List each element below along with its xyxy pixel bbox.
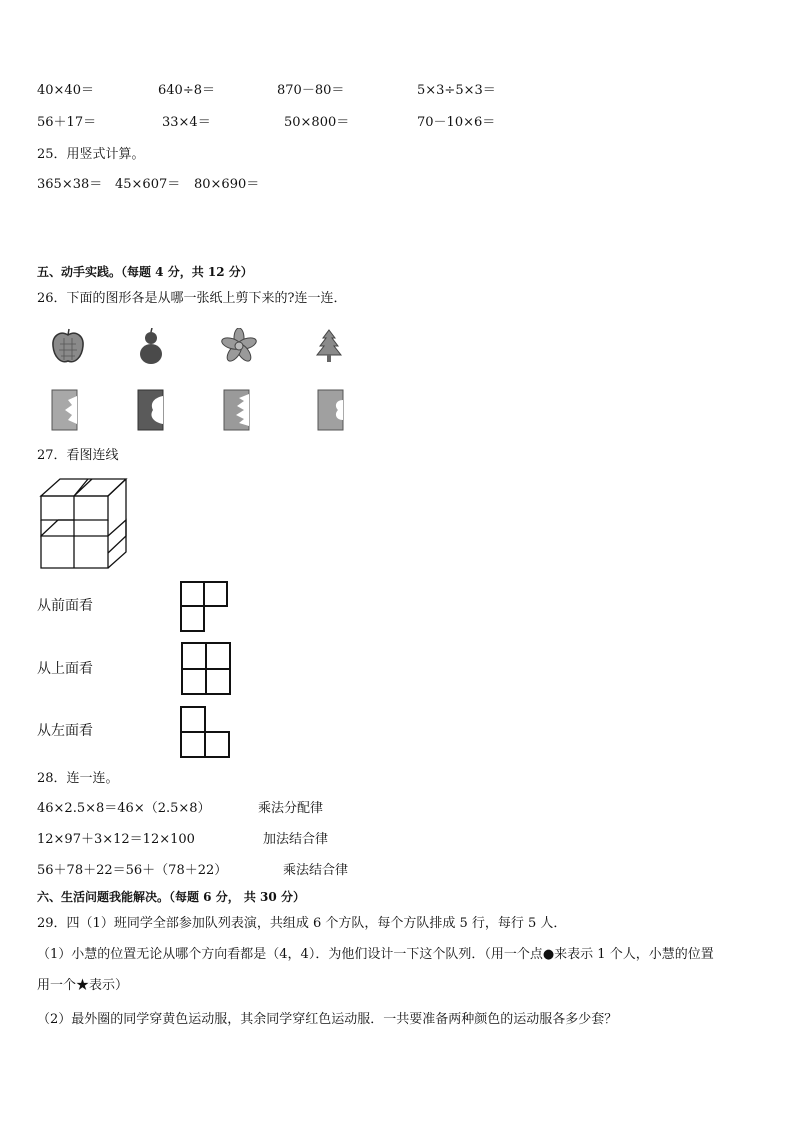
q25-title: 25．用竖式计算。 <box>37 147 145 162</box>
left-view-figure <box>178 705 232 759</box>
tree-icon <box>314 328 344 364</box>
q28-law-1: 乘法分配律 <box>258 801 324 816</box>
q28-expr-2: 12×97＋3×12＝12×100 <box>37 832 195 847</box>
calc-1-4: 5×3÷5×3＝ <box>417 83 496 98</box>
q25-item-3: 80×690＝ <box>194 177 260 192</box>
gourd-icon <box>136 328 166 366</box>
paper-cut-3 <box>222 388 252 432</box>
q29-part2: （2）最外圈的同学穿黄色运动服，其余同学穿红色运动服．一共要准备两种颜色的运动服各多少套？ <box>37 1012 618 1027</box>
calc-2-1: 56＋17＝ <box>37 115 97 130</box>
q28-title: 28．连一连。 <box>37 771 119 786</box>
flower-icon <box>220 328 258 364</box>
paper-cut-1 <box>50 388 80 432</box>
q28-expr-1: 46×2.5×8＝46×（2.5×8） <box>37 801 211 816</box>
q25-item-2: 45×607＝ <box>115 177 181 192</box>
cube-figure <box>38 476 134 574</box>
q25-item-1: 365×38＝ <box>37 177 103 192</box>
paper-cut-2 <box>136 388 166 432</box>
q29-part1-line2: 用一个★表示） <box>37 978 129 993</box>
apple-icon <box>50 328 86 366</box>
top-view-figure <box>179 641 233 697</box>
view-front-label: 从前面看 <box>37 598 93 614</box>
paper-cut-4 <box>316 388 346 432</box>
q28-expr-3: 56＋78＋22＝56＋（78＋22） <box>37 863 228 878</box>
calc-2-2: 33×4＝ <box>162 115 211 130</box>
view-left-label: 从左面看 <box>37 723 93 739</box>
front-view-figure <box>178 580 230 634</box>
q28-law-2: 加法结合律 <box>263 832 329 847</box>
q29-title: 29．四（1）班同学全部参加队列表演，共组成 6 个方队，每个方队排成 5 行，每行 5 人． <box>37 916 567 931</box>
section5-title: 五、动手实践。（每题 4 分，共 12 分） <box>37 265 253 279</box>
calc-2-3: 50×800＝ <box>284 115 350 130</box>
section6-title: 六、生活问题我能解决。（每题 6 分， 共 30 分） <box>37 890 305 904</box>
calc-1-1: 40×40＝ <box>37 83 94 98</box>
q29-part1-line1: （1）小慧的位置无论从哪个方向看都是（4，4）．为他们设计一下这个队列．（用一个点●来表示 1 个人，小慧的位置 <box>37 947 714 962</box>
q26-title: 26．下面的图形各是从哪一张纸上剪下来的?连一连． <box>37 291 347 306</box>
view-top-label: 从上面看 <box>37 661 93 677</box>
q28-law-3: 乘法结合律 <box>283 863 349 878</box>
calc-2-4: 70－10×6＝ <box>417 115 496 130</box>
calc-1-2: 640÷8＝ <box>158 83 215 98</box>
q27-title: 27．看图连线 <box>37 448 119 463</box>
calc-1-3: 870－80＝ <box>277 83 345 98</box>
